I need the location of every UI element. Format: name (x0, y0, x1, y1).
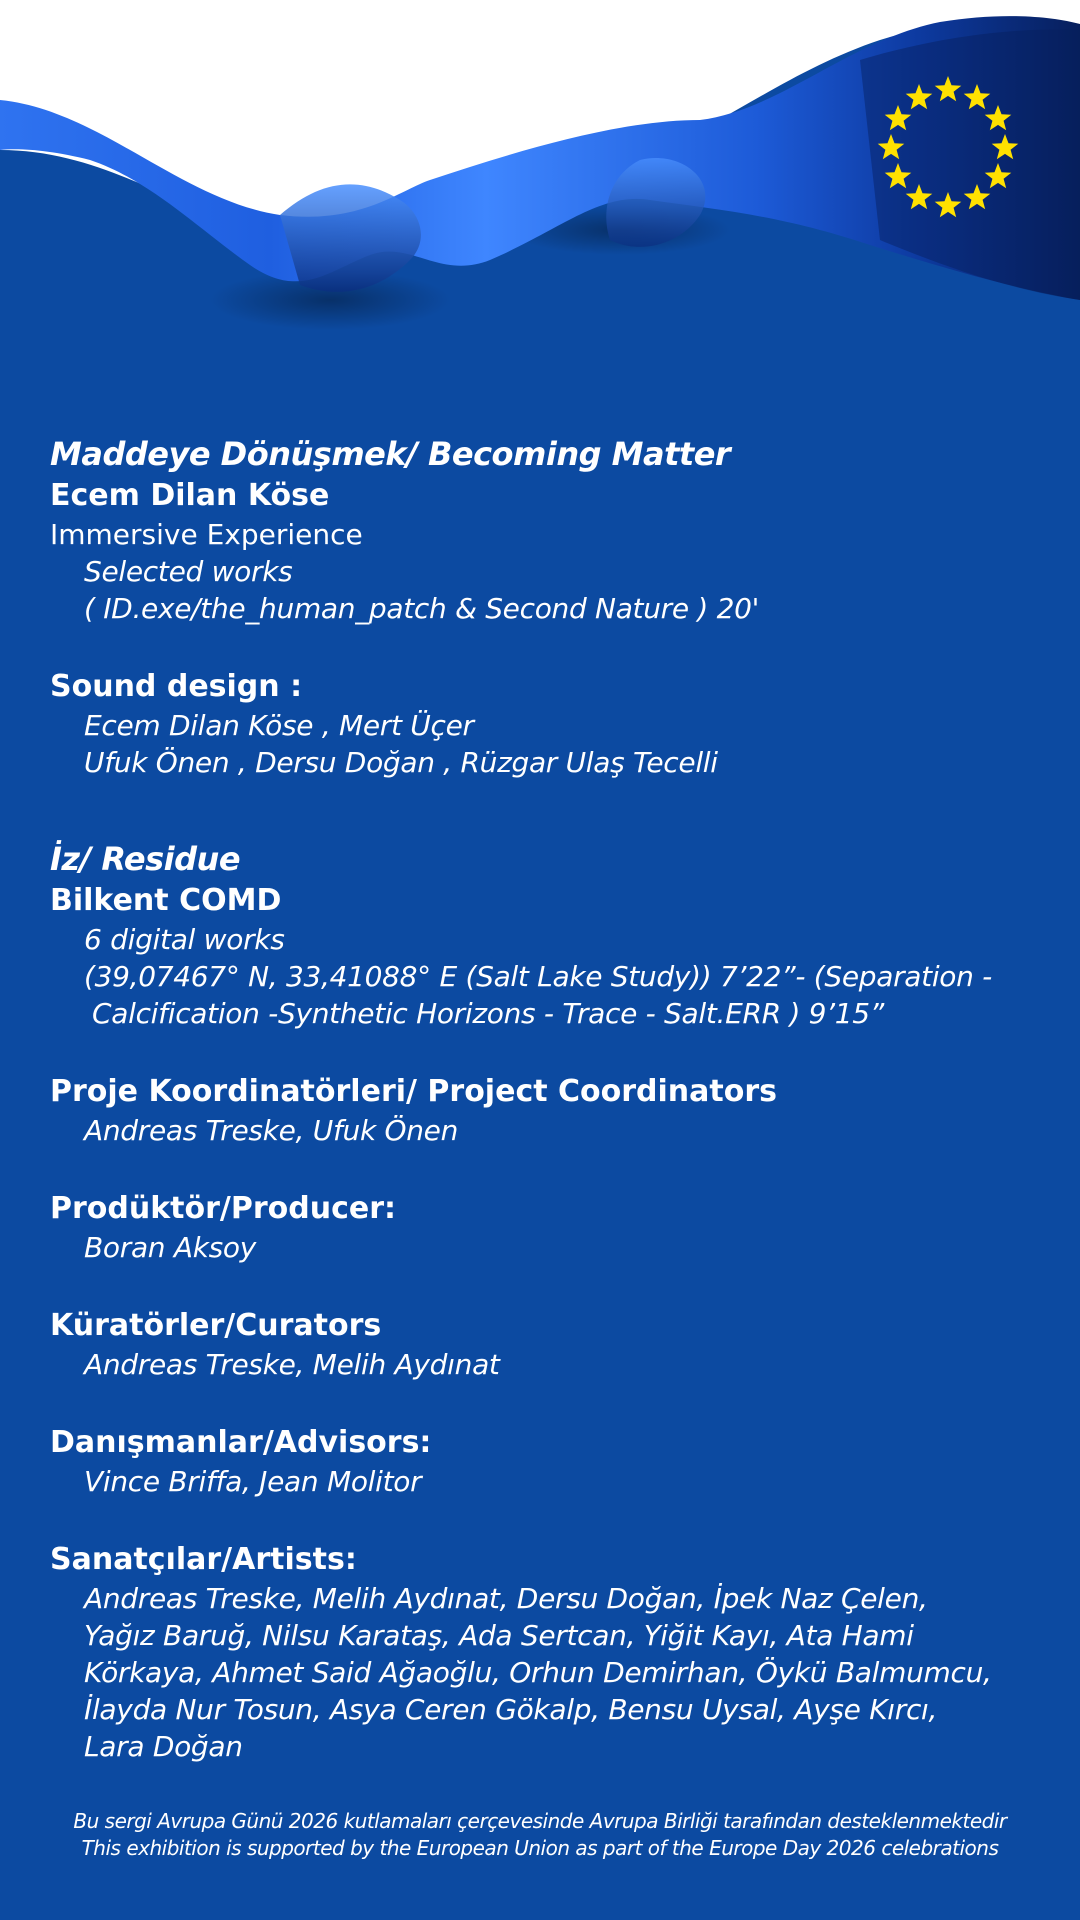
advisors-names: Vince Briffa, Jean Molitor (84, 1465, 422, 1498)
section-becoming-matter (50, 432, 1050, 627)
artists-names: Andreas Treske, Melih Aydınat, Dersu Doğan, İpek Naz Çelen, Yağız Baruğ, Nilsu Karataş, Ada Sertcan, Yiğit Kayı, Ata Hami Körkaya, Ahmet Said Ağaoğlu, Orhun Demirhan, Öykü Balmumcu, İlayda Nur Tosun, Asya Ceren Gökalp, Bensu Uysal, Ayşe Kırcı, Lara Doğan (84, 1582, 992, 1763)
work-title: Maddeye Dönüşmek/ Becoming Matter (50, 435, 731, 473)
sound-heading: Sound design : (50, 669, 303, 704)
artists-heading: Sanatçılar/Artists: (50, 1542, 357, 1577)
artist-name: Bilkent COMD (50, 883, 282, 918)
section-residue (50, 837, 1050, 1032)
sound-names-1: Ecem Dilan Köse , Mert Üçer (84, 709, 474, 742)
works-detail-1: (39,07467° N, 33,41088° E (Salt Lake Study)) 7’22”- (Separation - (84, 960, 992, 993)
artist-name: Ecem Dilan Köse (50, 478, 330, 513)
section-coordinators (50, 1072, 1050, 1149)
footer-line-en: This exhibition is supported by the European Union as part of the Europe Day 2026 celebrations (81, 1836, 999, 1860)
advisors-heading: Danışmanlar/Advisors: (50, 1425, 432, 1460)
footer-note (0, 1808, 1080, 1862)
section-curators (50, 1306, 1050, 1383)
works-detail-2: Calcification -Synthetic Horizons - Trace - Salt.ERR ) 9’15” (92, 997, 885, 1030)
coordinators-heading: Proje Koordinatörleri/ Project Coordinators (50, 1074, 778, 1109)
work-title: İz/ Residue (50, 840, 241, 878)
coordinators-names: Andreas Treske, Ufuk Önen (84, 1114, 459, 1147)
sound-names-2: Ufuk Önen , Dersu Doğan , Rüzgar Ulaş Tecelli (84, 746, 718, 779)
section-advisors (50, 1423, 1050, 1500)
works-detail: ( ID.exe/the_human_patch & Second Nature ) 20' (84, 592, 760, 625)
section-sound-design (50, 667, 1050, 781)
curators-names: Andreas Treske, Melih Aydınat (84, 1348, 500, 1381)
work-type: Immersive Experience (50, 518, 363, 551)
eu-flag-ribbon-icon (0, 0, 1080, 420)
works-label: Selected works (84, 555, 293, 588)
works-label: 6 digital works (84, 923, 285, 956)
credits-content (50, 432, 1050, 1765)
section-producer (50, 1189, 1050, 1266)
curators-heading: Küratörler/Curators (50, 1308, 382, 1343)
footer-line-tr: Bu sergi Avrupa Günü 2026 kutlamaları çerçevesinde Avrupa Birliği tarafından desteklenmektedir (73, 1809, 1007, 1833)
section-artists (50, 1540, 1050, 1765)
producer-names: Boran Aksoy (84, 1231, 257, 1264)
producer-heading: Prodüktör/Producer: (50, 1191, 397, 1226)
